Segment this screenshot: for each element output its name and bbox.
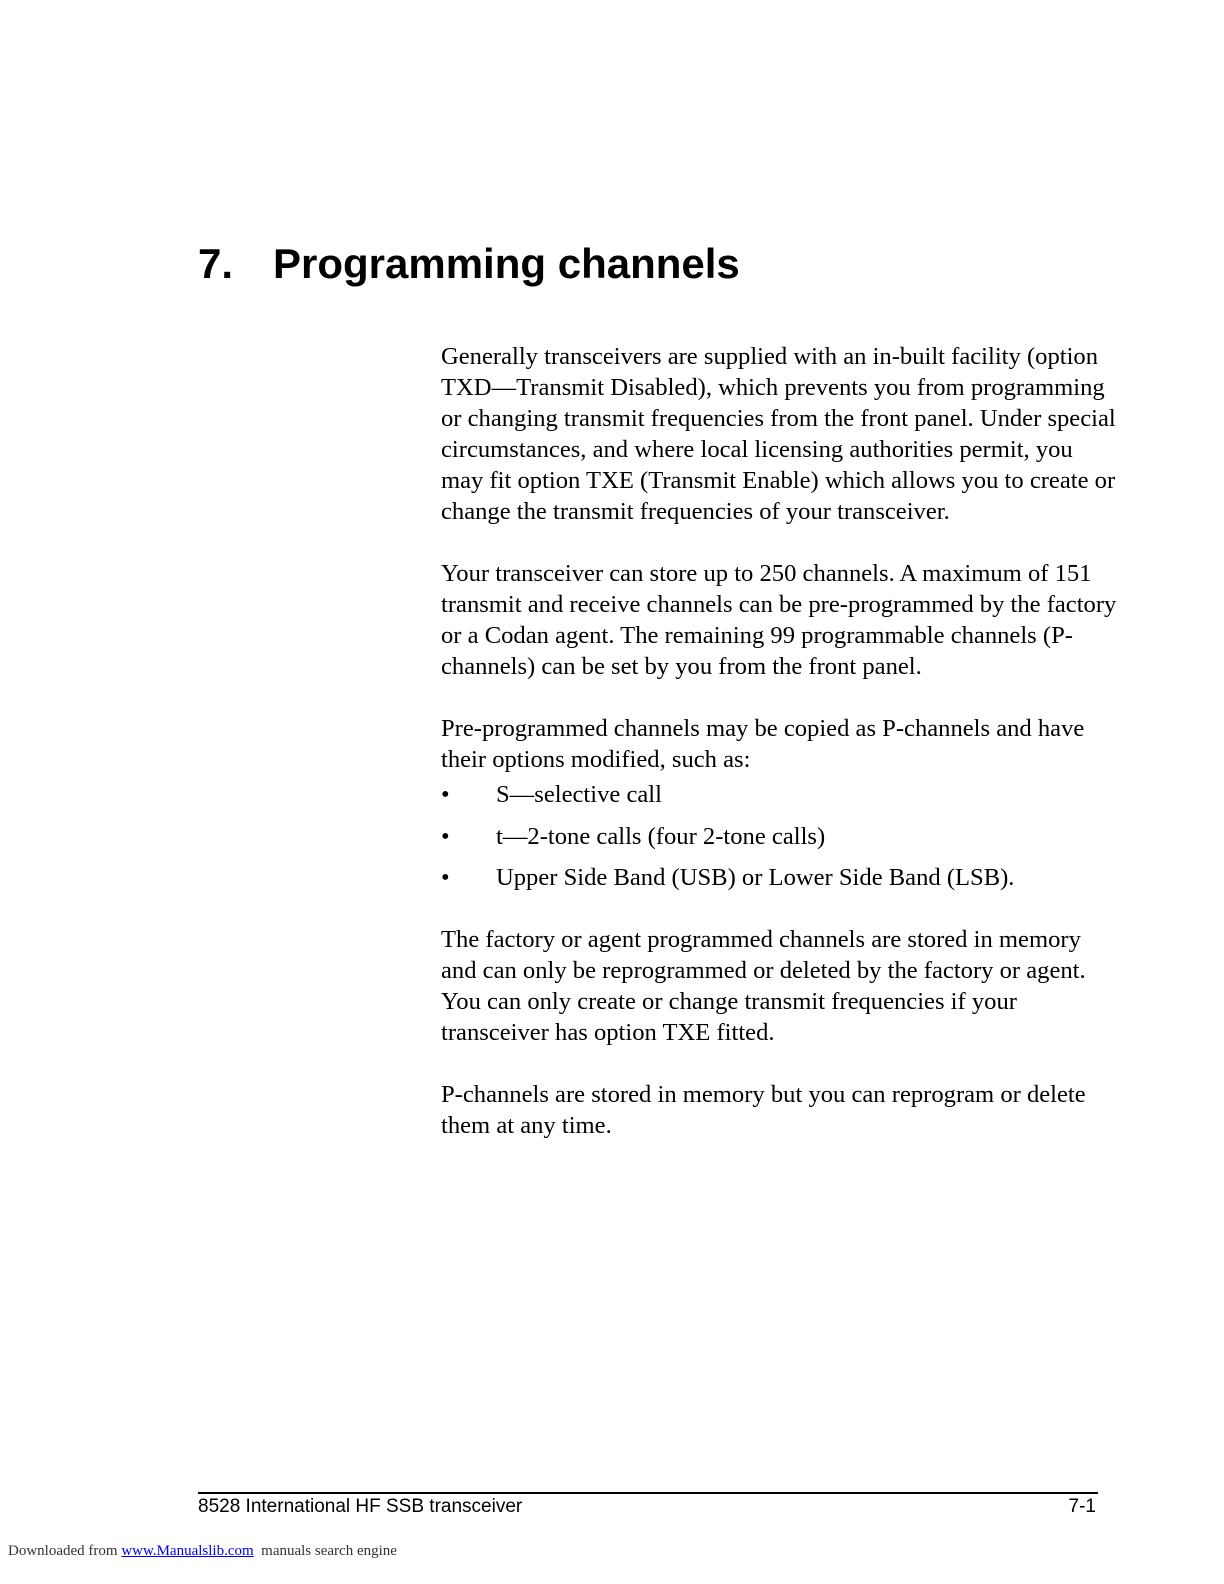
list-item-text: t—2-tone calls (four 2-tone calls) [496,822,826,850]
paragraph-txd-option: Generally transceivers are supplied with an in-built facility (option TXD—Transmit Disabled), which prevents you from programming or changing transmit frequencies from the front panel. Under special circumstances, and where local licensing authorities permit, you may fit option TXE (Transmit Enable) which allows you to create or change the transmit frequencies of your transceiver. [441,343,1116,525]
paragraph-channel-capacity: Your transceiver can store up to 250 channels. A maximum of 151 transmit and receive channels can be pre-programmed by the factory or a Codan agent. The remaining 99 programmable channels (P-channels) can be set by you from the front panel. [441,560,1117,680]
paragraph-factory-channels: The factory or agent programmed channels are stored in memory and can only be reprogrammed or deleted by the factory or agent. You can only create or change transmit frequencies if your transceiver has option TXE fitted. [441,926,1086,1046]
bullet-icon: • [441,822,450,850]
footer-product-name: 8528 International HF SSB transceiver [198,1496,523,1517]
chapter-number: 7. [198,240,234,287]
list-item [441,821,1121,852]
paragraph-p-channels: P-channels are stored in memory but you can reprogram or delete them at any time. [441,1081,1086,1139]
paragraph-options-intro: Pre-programmed channels may be copied as P-channels and have their options modified, such as: [441,715,1085,773]
list-item [441,779,1121,810]
chapter-title-text: Programming channels [273,240,740,287]
chapter-title [198,238,740,290]
download-prefix: Downloaded from [8,1543,118,1559]
footer-divider [198,1492,1098,1494]
bullet-icon: • [441,864,450,891]
options-list [441,779,1121,893]
manualslib-link[interactable]: www.Manualslib.com [121,1543,254,1559]
download-suffix: manuals search engine [261,1543,397,1559]
footer-page-number: 7-1 [1068,1496,1096,1517]
download-notice [8,1542,397,1560]
list-item [441,862,1121,893]
body-text [441,341,1121,1172]
list-item-text: Upper Side Band (USB) or Lower Side Band (LSB). [496,864,1015,891]
bullet-icon: • [441,781,450,808]
list-item-text: S—selective call [496,781,662,808]
